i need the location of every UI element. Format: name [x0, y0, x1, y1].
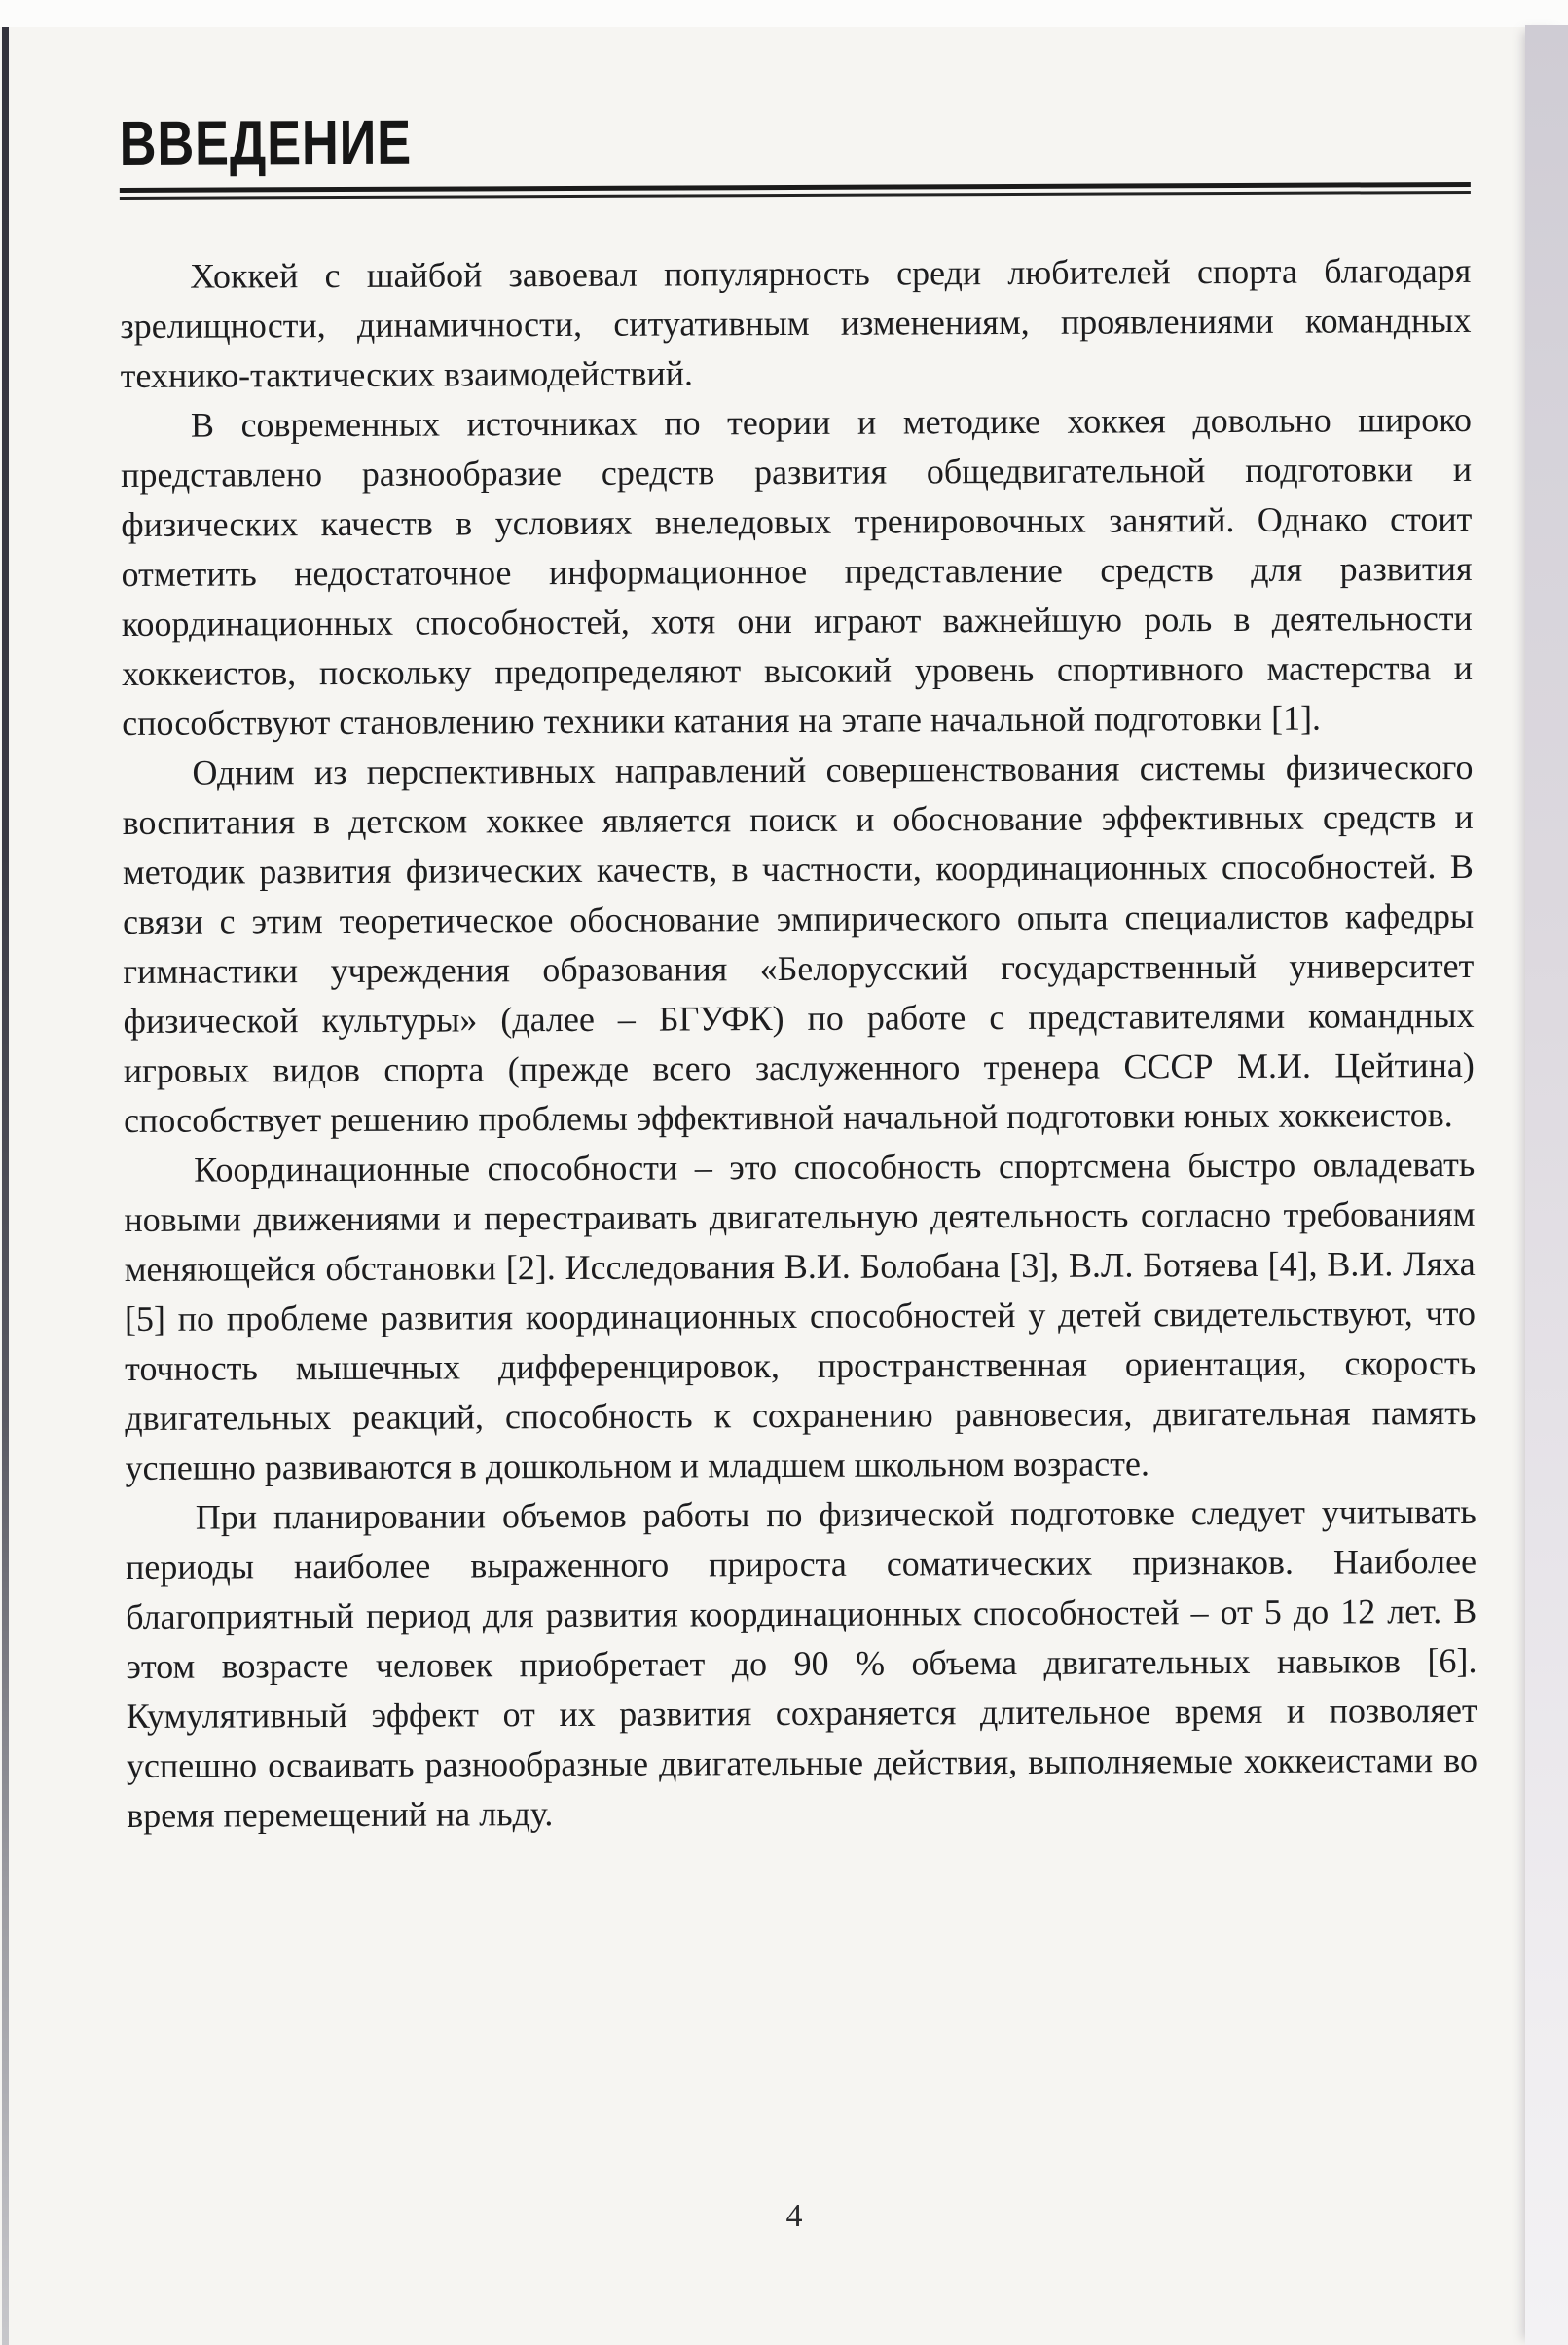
section-heading: ВВЕДЕНИЕ [119, 106, 413, 178]
heading-divider-rule [120, 182, 1471, 200]
paragraph: При планировании объемов работы по физической подготовке следует учитывать периоды наиболее выраженного прироста соматических признаков. Наиболее благоприятный период для развития координационных способностей – от 5 до 12 лет. В этом возрасте человек приобретает до 90 % объема двигательных навыков [6]. Кумулятивный эффект от их развития сохраняется длительное время и позволяет успешно осваивать разнообразные двигательные действия, выполняемые хоккеистами во время перемещений на льду. [125, 1491, 1477, 1835]
scan-left-edge-line [2, 27, 9, 2345]
paragraph: Одним из перспективных направлений совершенствования системы физического воспитания в детском хоккее является поиск и обоснование эффективных средств и методик развития физических качеств, в частности, координационных способностей. В связи с этим теоретическое обоснование эмпирического опыта специалистов кафедры гимнастики учреждения образования «Белорусский государственный университет физической культуры» (далее – БГУФК) по работе с представителями командных игровых видов спорта (прежде всего заслуженного тренера СССР М.И. Цейтина) способствует решению проблемы эффективной начальной подготовки юных хоккеистов. [122, 747, 1475, 1140]
paragraph: Хоккей с шайбой завоевал популярность среди любителей спорта благодаря зрелищности, динамичности, ситуативным изменениям, проявлениями командных технико-тактических взаимодействий. [120, 250, 1472, 395]
page-content [119, 0, 1477, 1841]
paragraph: Координационные способности – это способность спортсмена быстро овладевать новыми движениями и перестраивать двигательную деятельность согласно требованиям меняющейся обстановки [2]. Исследования В.И. Болобана [3], В.Л. Ботяева [4], В.И. Ляха [5] по проблеме развития координационных способностей у детей свидетельствуют, что точность мышечных дифференцировок, пространственная ориентация, скорость двигательных реакций, способность к сохранению равновесия, двигательная память успешно развиваются в дошкольном и младшем школьном возрасте. [124, 1144, 1477, 1487]
page-number: 4 [785, 2198, 803, 2234]
paragraph: В современных источниках по теории и методике хоккея довольно широко представлено разнообразие средств развития общедвигательной подготовки и физических качеств в условиях внеледовых тренировочных занятий. Однако стоит отметить недостаточное информационное представление средств для развития координационных способностей, хотя они играют важнейшую роль в деятельности хоккеистов, поскольку предопределяют высокий уровень спортивного мастерства и способствуют становлению техники катания на этапе начальной подготовки [1]. [121, 399, 1474, 743]
body-text [120, 246, 1477, 1841]
scan-right-edge-shadow [1525, 25, 1568, 2345]
